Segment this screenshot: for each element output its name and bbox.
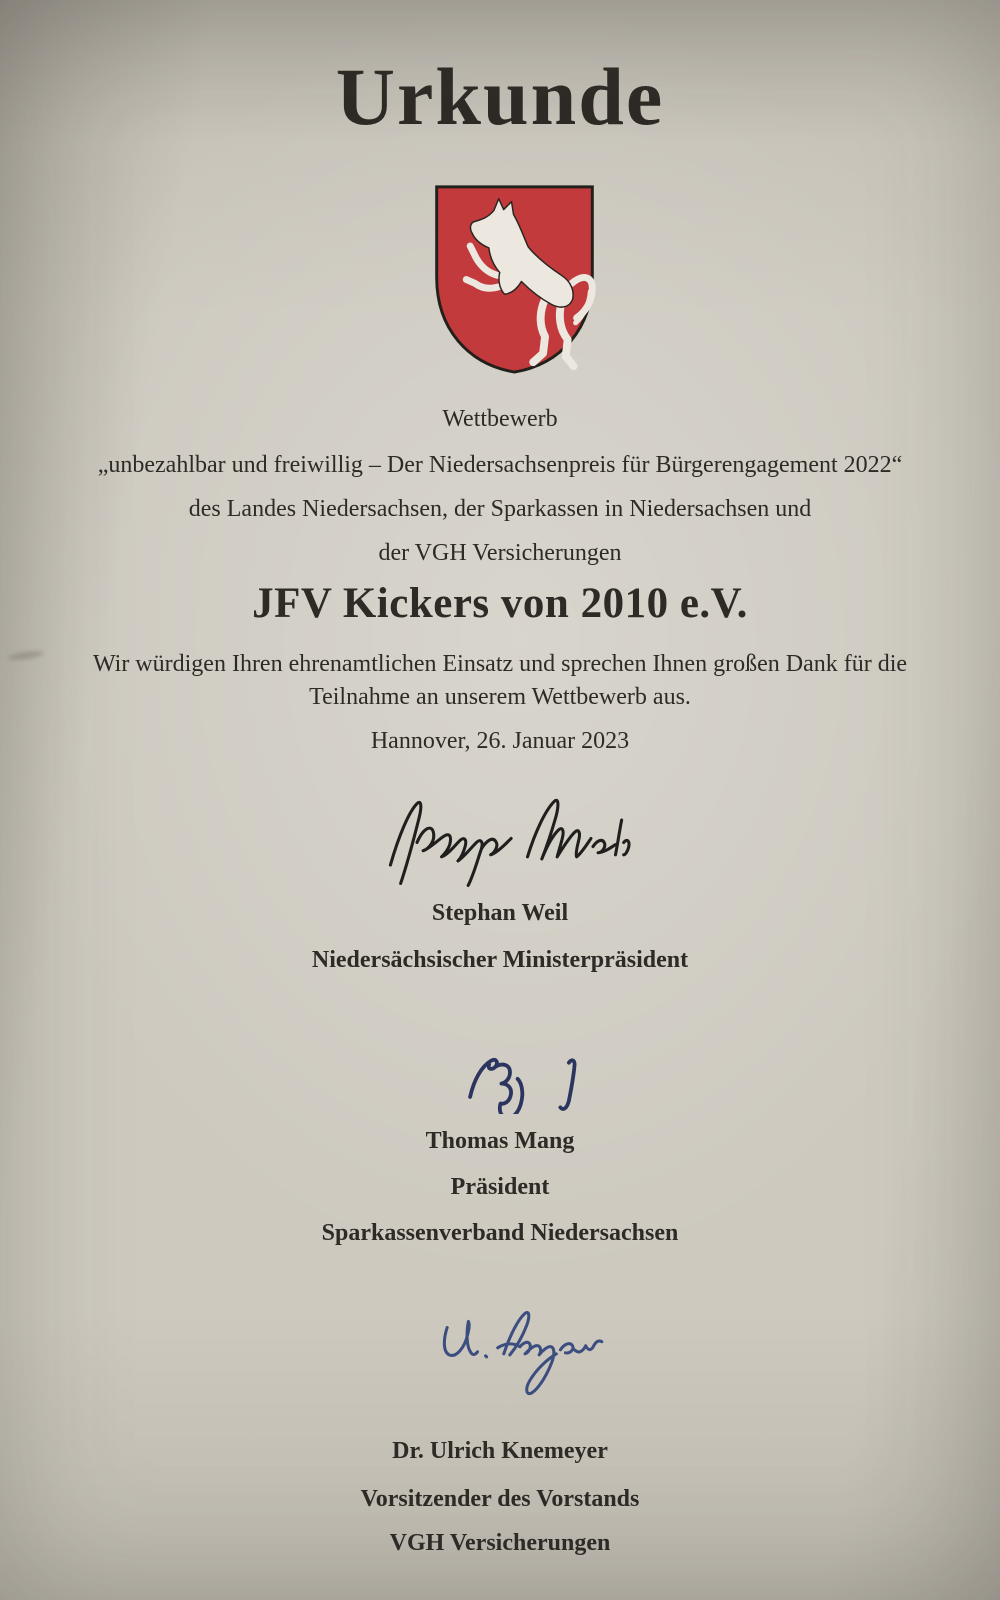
organizers-line-2: der VGH Versicherungen [378,540,622,566]
place-date: Hannover, 26. Januar 2023 [370,728,630,754]
thomas-mang-signature [462,1038,596,1114]
stephan-weil-signature [372,785,638,898]
competition-name: „unbezahlbar und freiwillig – Der Niedersachsenpreis für Bürgerengagement 2022“ [97,452,903,478]
signatory-name-3: Dr. Ulrich Knemeyer [392,1438,608,1464]
signatory-name-2: Thomas Mang [425,1128,575,1154]
signatory-name-1: Stephan Weil [431,900,569,926]
appreciation-text [0,648,1000,714]
signatory-role-1: Niedersächsischer Ministerpräsident [311,947,689,973]
organizers-line-1: des Landes Niedersachsen, der Sparkassen in Niedersachsen und [188,496,812,522]
signatory-role-3b: VGH Versicherungen [389,1530,611,1556]
signatory-role-2a: Präsident [450,1174,550,1200]
appreciation-line-1: Wir würdigen Ihren ehrenamtlichen Einsatz und sprechen Ihnen großen Dank für die [92,651,908,677]
recipient-name: JFV Kickers von 2010 e.V. [252,580,748,627]
ulrich-knemeyer-signature [433,1296,615,1440]
niedersachsen-coat-of-arms-icon [424,181,605,378]
signatory-role-2b: Sparkassenverband Niedersachsen [321,1220,679,1246]
competition-label: Wettbewerb [442,406,558,432]
signatory-role-3a: Vorsitzender des Vorstands [360,1486,640,1512]
certificate-title: Urkunde [335,51,665,142]
appreciation-line-2: Teilnahme an unserem Wettbewerb aus. [309,684,691,710]
